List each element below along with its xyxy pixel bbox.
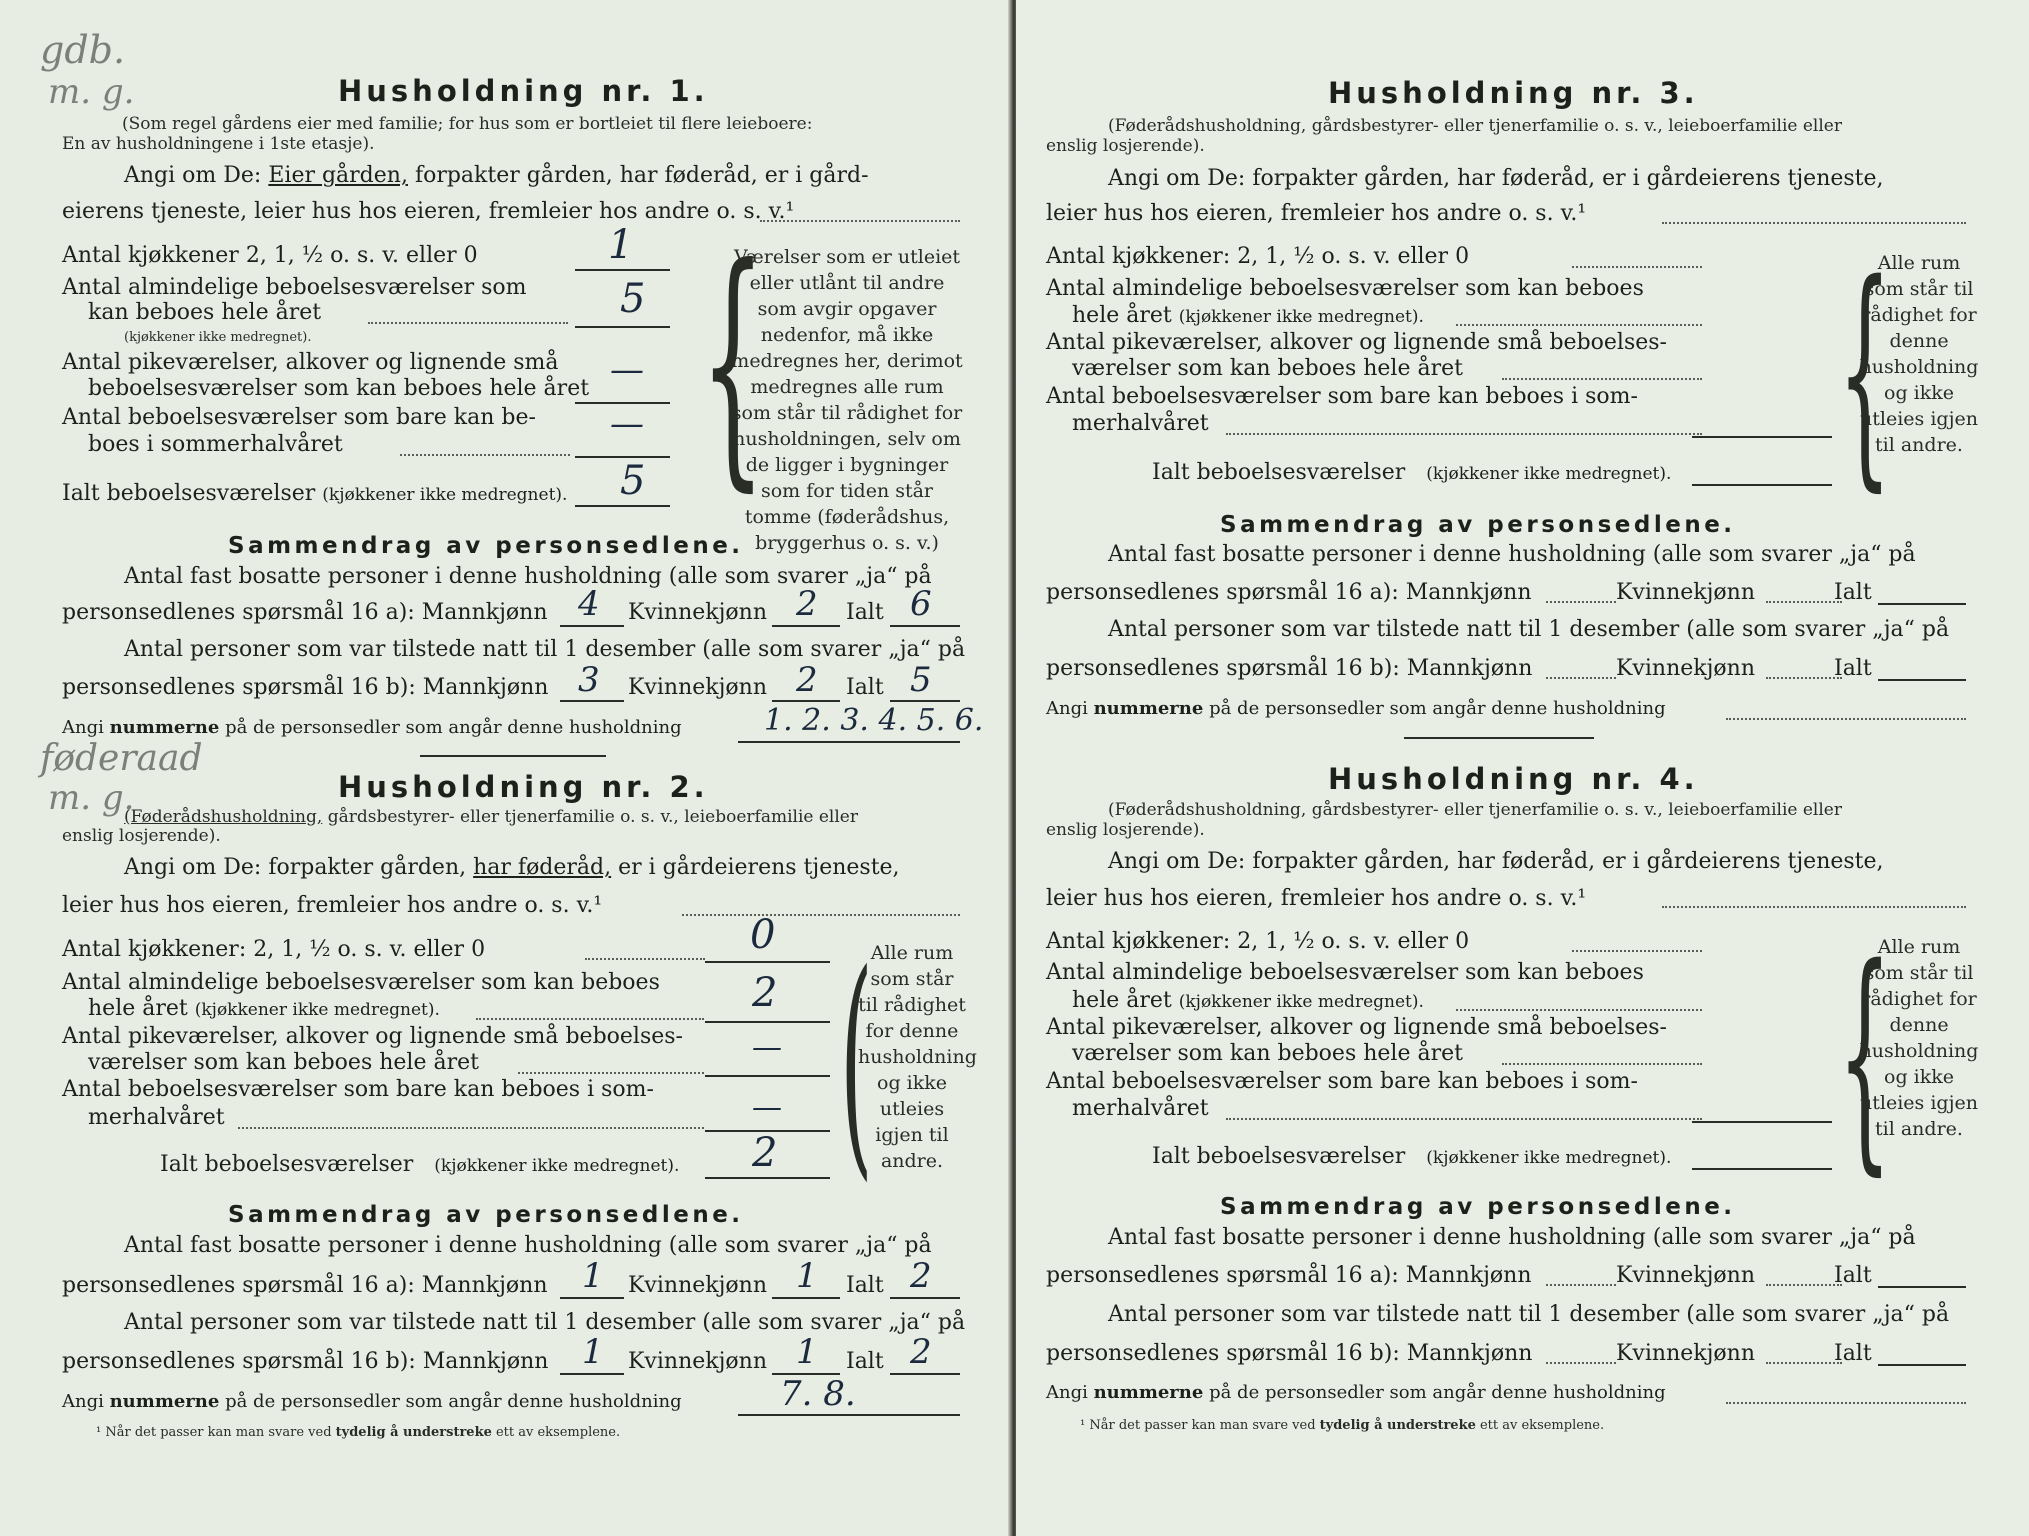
intro-text: enslig losjerende).: [62, 826, 221, 846]
answer-line: [738, 1414, 960, 1416]
handwritten-value: 7. 8.: [780, 1374, 856, 1414]
field-label: Ialt beboelsesværelser (kjøkkener ikke medregnet).: [1152, 460, 1672, 485]
dot-leader: [1572, 266, 1702, 268]
answer-line: [890, 1297, 960, 1299]
handwritten-value: 1: [796, 1332, 818, 1372]
answer-line: [705, 961, 830, 963]
dot-leader: [585, 958, 705, 960]
answer-line: [1878, 603, 1966, 605]
field-label: Antal kjøkkener: 2, 1, ½ o. s. v. eller 0: [62, 937, 486, 962]
dot-leader: [238, 1127, 704, 1129]
section-title: Husholdning nr. 2.: [338, 770, 709, 804]
pencil-note: m. g.: [48, 72, 135, 112]
dot-leader: [1546, 601, 1616, 603]
pencil-note: m. g.: [48, 778, 135, 818]
handwritten-value: 6: [910, 584, 932, 624]
handwritten-value: —: [752, 1030, 782, 1065]
answer-line: [560, 625, 624, 627]
answer-line: [1878, 679, 1966, 681]
summary-title: Sammendrag av personsedlene.: [228, 1202, 744, 1228]
brace-icon: {: [1838, 916, 1892, 1196]
field-label: Ialt beboelsesværelser (kjøkkener ikke medregnet).: [160, 1152, 680, 1177]
summary-line: personsedlenes spørsmål 16 a): Mannkjønn: [62, 600, 548, 625]
section-title: Husholdning nr. 1.: [338, 74, 709, 108]
angi-line: leier hus hos eieren, fremleier hos andre o. s. v.¹: [1046, 886, 1587, 911]
field-label: Antal kjøkkener 2, 1, ½ o. s. v. eller 0: [62, 243, 478, 268]
handwritten-value: —: [752, 1090, 782, 1125]
field-label: Antal beboelsesværelser som bare kan beboes i som-: [1046, 1069, 1638, 1094]
field-label: hele året (kjøkkener ikke medregnet).: [1072, 303, 1424, 328]
handwritten-value: —: [610, 404, 644, 444]
handwritten-value: 3: [578, 660, 600, 700]
summary-label: Ialt: [1834, 1263, 1872, 1288]
summary-line: Antal fast bosatte personer i denne husholdning (alle som svarer „ja“ på: [1108, 542, 1916, 567]
numbers-line: Angi nummerne på de personsedler som angår denne husholdning: [1046, 1382, 1666, 1403]
handwritten-value: 2: [910, 1256, 932, 1296]
answer-line: [1878, 1364, 1966, 1366]
dot-leader: [1572, 950, 1702, 952]
dot-leader: [476, 1018, 704, 1020]
brace-icon: (: [840, 922, 873, 1202]
dot-leader: [1456, 324, 1702, 326]
summary-label: Kvinnekjønn: [1616, 1341, 1755, 1366]
handwritten-value: 5: [910, 660, 932, 700]
summary-title: Sammendrag av personsedlene.: [228, 533, 744, 559]
summary-label: Ialt: [1834, 580, 1872, 605]
answer-line: [575, 505, 670, 507]
answer-line: [1878, 1286, 1966, 1288]
summary-label: Ialt: [846, 675, 884, 700]
angi-line: Angi om De: forpakter gården, har føderåd, er i gårdeierens tjeneste,: [1108, 166, 1884, 191]
summary-line: Antal fast bosatte personer i denne husholdning (alle som svarer „ja“ på: [124, 1233, 932, 1258]
field-label: hele året (kjøkkener ikke medregnet).: [1072, 988, 1424, 1013]
numbers-line: Angi nummerne på de personsedler som angår denne husholdning: [62, 1391, 682, 1412]
field-label: værelser som kan beboes hele året: [1072, 1041, 1463, 1066]
intro-text: (Føderådshusholdning, gårdsbestyrer- eller tjenerfamilie o. s. v., leieboerfamilie eller: [1108, 116, 1842, 136]
summary-line: personsedlenes spørsmål 16 b): Mannkjønn: [1046, 1341, 1533, 1366]
answer-line: [1692, 1121, 1832, 1123]
angi-line: Angi om De: forpakter gården, har føderåd, er i gårdeierens tjeneste,: [1108, 849, 1884, 874]
dot-leader: [1766, 1284, 1842, 1286]
dot-leader: [1766, 677, 1842, 679]
field-label: boes i sommerhalvåret: [88, 432, 343, 457]
intro-text: enslig losjerende).: [1046, 820, 1205, 840]
answer-line: [1692, 484, 1832, 486]
dot-leader: [368, 322, 568, 324]
field-label: værelser som kan beboes hele året: [88, 1050, 479, 1075]
answer-line: [560, 1297, 624, 1299]
summary-line: personsedlenes spørsmål 16 b): Mannkjønn: [62, 1349, 549, 1374]
brace-icon: {: [1838, 232, 1892, 512]
blank-line: [1662, 906, 1966, 908]
handwritten-value: 2: [752, 1130, 778, 1176]
handwritten-value: 1: [582, 1332, 604, 1372]
field-label: Antal almindelige beboelsesværelser som: [62, 275, 527, 300]
handwritten-value: 2: [796, 660, 818, 700]
answer-line: [890, 625, 960, 627]
field-label: merhalvåret: [1072, 411, 1209, 436]
answer-line: [772, 625, 840, 627]
summary-label: Kvinnekjønn: [628, 600, 767, 625]
answer-line: [1692, 436, 1832, 438]
field-label: Antal pikeværelser, alkover og lignende små beboelses-: [62, 1024, 683, 1049]
handwritten-value: 2: [910, 1332, 932, 1372]
summary-line: personsedlenes spørsmål 16 a): Mannkjønn: [1046, 580, 1532, 605]
dot-leader: [1546, 677, 1616, 679]
summary-label: Kvinnekjønn: [628, 675, 767, 700]
answer-line: [705, 1075, 830, 1077]
blank-line: [760, 220, 960, 222]
intro-text: (Føderådshusholdning, gårdsbestyrer- eller tjenerfamilie o. s. v., leieboerfamilie eller: [124, 807, 858, 827]
angi-line: leier hus hos eieren, fremleier hos andre o. s. v.¹: [1046, 201, 1587, 226]
answer-line: [560, 700, 624, 702]
intro-text: En av husholdningene i 1ste etasje).: [62, 134, 375, 154]
summary-label: Kvinnekjønn: [1616, 580, 1755, 605]
summary-line: Antal personer som var tilstede natt til 1 desember (alle som svarer „ja“ på: [124, 1310, 966, 1335]
brace-icon: {: [700, 213, 766, 513]
blank-line: [1726, 718, 1966, 720]
dot-leader: [1456, 1009, 1702, 1011]
numbers-line: Angi nummerne på de personsedler som angår denne husholdning: [1046, 698, 1666, 719]
left-page: [0, 0, 1012, 1536]
pencil-note: føderaad: [40, 738, 203, 779]
field-label: Antal almindelige beboelsesværelser som kan beboes: [1046, 276, 1644, 301]
summary-label: Ialt: [846, 1273, 884, 1298]
field-label: Antal kjøkkener: 2, 1, ½ o. s. v. eller 0: [1046, 929, 1470, 954]
side-note: Værelser som er utleiet eller utlånt til andre som avgir opgaver nedenfor, må ikke medregnes her, derimot medregnes alle rum som står til rådighet for husholdningen, selv om de ligger i bygninger som for tiden står tomme (føderådshus, bryggerhus o. s. v.): [731, 246, 963, 554]
blank-line: [1726, 1402, 1966, 1404]
field-label: Antal beboelsesværelser som bare kan beboes i som-: [1046, 384, 1638, 409]
handwritten-value: 1: [608, 222, 634, 268]
field-label: merhalvåret: [1072, 1096, 1209, 1121]
section-title: Husholdning nr. 4.: [1328, 762, 1699, 796]
field-label: Ialt beboelsesværelser (kjøkkener ikke medregnet).: [1152, 1144, 1672, 1169]
intro-text: (Som regel gårdens eier med familie; for hus som er bortleiet til flere leieboere:: [122, 114, 813, 134]
selected-option: Eier gården,: [268, 163, 408, 188]
summary-label: Ialt: [846, 600, 884, 625]
handwritten-value: 1: [796, 1256, 818, 1296]
numbers-line: Angi nummerne på de personsedler som angår denne husholdning: [62, 717, 682, 738]
footnote: ¹ Når det passer kan man svare ved tydelig å understreke ett av eksemplene.: [96, 1425, 621, 1440]
blank-line: [682, 914, 960, 916]
handwritten-value: 2: [752, 970, 778, 1016]
field-label: hele året (kjøkkener ikke medregnet).: [88, 996, 440, 1021]
divider: [420, 755, 606, 757]
selected-option: har føderåd,: [473, 855, 612, 880]
handwritten-value: 1: [582, 1256, 604, 1296]
summary-line: Antal fast bosatte personer i denne husholdning (alle som svarer „ja“ på: [124, 564, 932, 589]
summary-line: personsedlenes spørsmål 16 b): Mannkjønn: [62, 675, 549, 700]
summary-line: Antal personer som var tilstede natt til 1 desember (alle som svarer „ja“ på: [124, 637, 966, 662]
summary-label: Ialt: [1834, 656, 1872, 681]
dot-leader: [1502, 378, 1702, 380]
dot-leader: [1502, 1063, 1702, 1065]
section-title: Husholdning nr. 3.: [1328, 76, 1699, 110]
answer-line: [705, 1177, 830, 1179]
summary-label: Ialt: [1834, 1341, 1872, 1366]
field-note: (kjøkkener ikke medregnet).: [124, 330, 312, 345]
side-note: Alle rum som står til rådighet for denne husholdning og ikke utleies igjen til andre.: [1859, 936, 1979, 1140]
footnote: ¹ Når det passer kan man svare ved tydelig å understreke ett av eksemplene.: [1080, 1418, 1605, 1433]
field-label: Antal pikeværelser, alkover og lignende små: [62, 350, 559, 375]
side-note: Alle rum som står til rådighet for denne husholdning og ikke utleies igjen til andre.: [858, 942, 977, 1172]
divider: [1404, 737, 1594, 739]
handwritten-value: 0: [750, 912, 776, 958]
field-label: Antal pikeværelser, alkover og lignende små beboelses-: [1046, 330, 1667, 355]
angi-line: Angi om De: Eier gården, forpakter gården, har føderåd, er i gård-: [124, 163, 869, 188]
handwritten-value: 1. 2. 3. 4. 5. 6.: [764, 703, 984, 738]
field-label: værelser som kan beboes hele året: [1072, 356, 1463, 381]
field-label: Antal beboelsesværelser som bare kan be-: [62, 405, 536, 430]
summary-label: Kvinnekjønn: [1616, 1263, 1755, 1288]
dot-leader: [1226, 433, 1702, 435]
right-page: [1016, 0, 2029, 1536]
answer-line: [772, 1297, 840, 1299]
field-label: merhalvåret: [88, 1105, 225, 1130]
answer-line: [705, 1021, 830, 1023]
answer-line: [890, 700, 960, 702]
summary-title: Sammendrag av personsedlene.: [1220, 512, 1736, 538]
dot-leader: [518, 1072, 704, 1074]
intro-text: (Føderådshusholdning, gårdsbestyrer- eller tjenerfamilie o. s. v., leieboerfamilie eller: [1108, 800, 1842, 820]
field-label: Antal beboelsesværelser som bare kan beboes i som-: [62, 1077, 654, 1102]
angi-line: eierens tjeneste, leier hus hos eieren, fremleier hos andre o. s. v.¹: [62, 199, 795, 224]
answer-line: [1692, 1168, 1832, 1170]
summary-line: Antal personer som var tilstede natt til 1 desember (alle som svarer „ja“ på: [1108, 1302, 1950, 1327]
summary-label: Ialt: [846, 1349, 884, 1374]
field-label: Antal kjøkkener: 2, 1, ½ o. s. v. eller 0: [1046, 244, 1470, 269]
summary-label: Kvinnekjønn: [1616, 656, 1755, 681]
answer-line: [575, 269, 670, 271]
summary-line: personsedlenes spørsmål 16 b): Mannkjønn: [1046, 656, 1533, 681]
handwritten-value: 5: [620, 276, 646, 322]
dot-leader: [400, 454, 570, 456]
angi-line: leier hus hos eieren, fremleier hos andre o. s. v.¹: [62, 893, 603, 918]
pencil-note: gdb.: [40, 28, 126, 72]
side-note: Alle rum som står til rådighet for denne husholdning og ikke utleies igjen til andre.: [1859, 252, 1979, 456]
handwritten-value: 5: [620, 458, 646, 504]
field-label: kan beboes hele året: [88, 300, 322, 325]
answer-line: [738, 741, 960, 743]
answer-line: [560, 1373, 624, 1375]
summary-line: personsedlenes spørsmål 16 a): Mannkjønn: [1046, 1263, 1532, 1288]
answer-line: [575, 326, 670, 328]
handwritten-value: 2: [796, 584, 818, 624]
angi-line: Angi om De: forpakter gården, har føderåd, er i gårdeierens tjeneste,: [124, 855, 900, 880]
summary-label: Kvinnekjønn: [628, 1273, 767, 1298]
dot-leader: [1766, 1362, 1842, 1364]
handwritten-value: —: [610, 350, 644, 390]
dot-leader: [1546, 1284, 1616, 1286]
blank-line: [1662, 222, 1966, 224]
field-label: Antal pikeværelser, alkover og lignende små beboelses-: [1046, 1015, 1667, 1040]
answer-line: [890, 1373, 960, 1375]
summary-line: Antal personer som var tilstede natt til 1 desember (alle som svarer „ja“ på: [1108, 617, 1950, 642]
summary-title: Sammendrag av personsedlene.: [1220, 1194, 1736, 1220]
field-label: Antal almindelige beboelsesværelser som kan beboes: [62, 970, 660, 995]
summary-label: Kvinnekjønn: [628, 1349, 767, 1374]
dot-leader: [1226, 1118, 1702, 1120]
field-label: beboelsesværelser som kan beboes hele året: [88, 376, 590, 401]
handwritten-value: 4: [578, 584, 600, 624]
field-label: Ialt beboelsesværelser (kjøkkener ikke medregnet).: [62, 481, 568, 506]
summary-line: Antal fast bosatte personer i denne husholdning (alle som svarer „ja“ på: [1108, 1225, 1916, 1250]
intro-text: enslig losjerende).: [1046, 136, 1205, 156]
answer-line: [772, 700, 840, 702]
summary-line: personsedlenes spørsmål 16 a): Mannkjønn: [62, 1273, 548, 1298]
dot-leader: [1546, 1362, 1616, 1364]
dot-leader: [1766, 601, 1842, 603]
field-label: Antal almindelige beboelsesværelser som kan beboes: [1046, 960, 1644, 985]
